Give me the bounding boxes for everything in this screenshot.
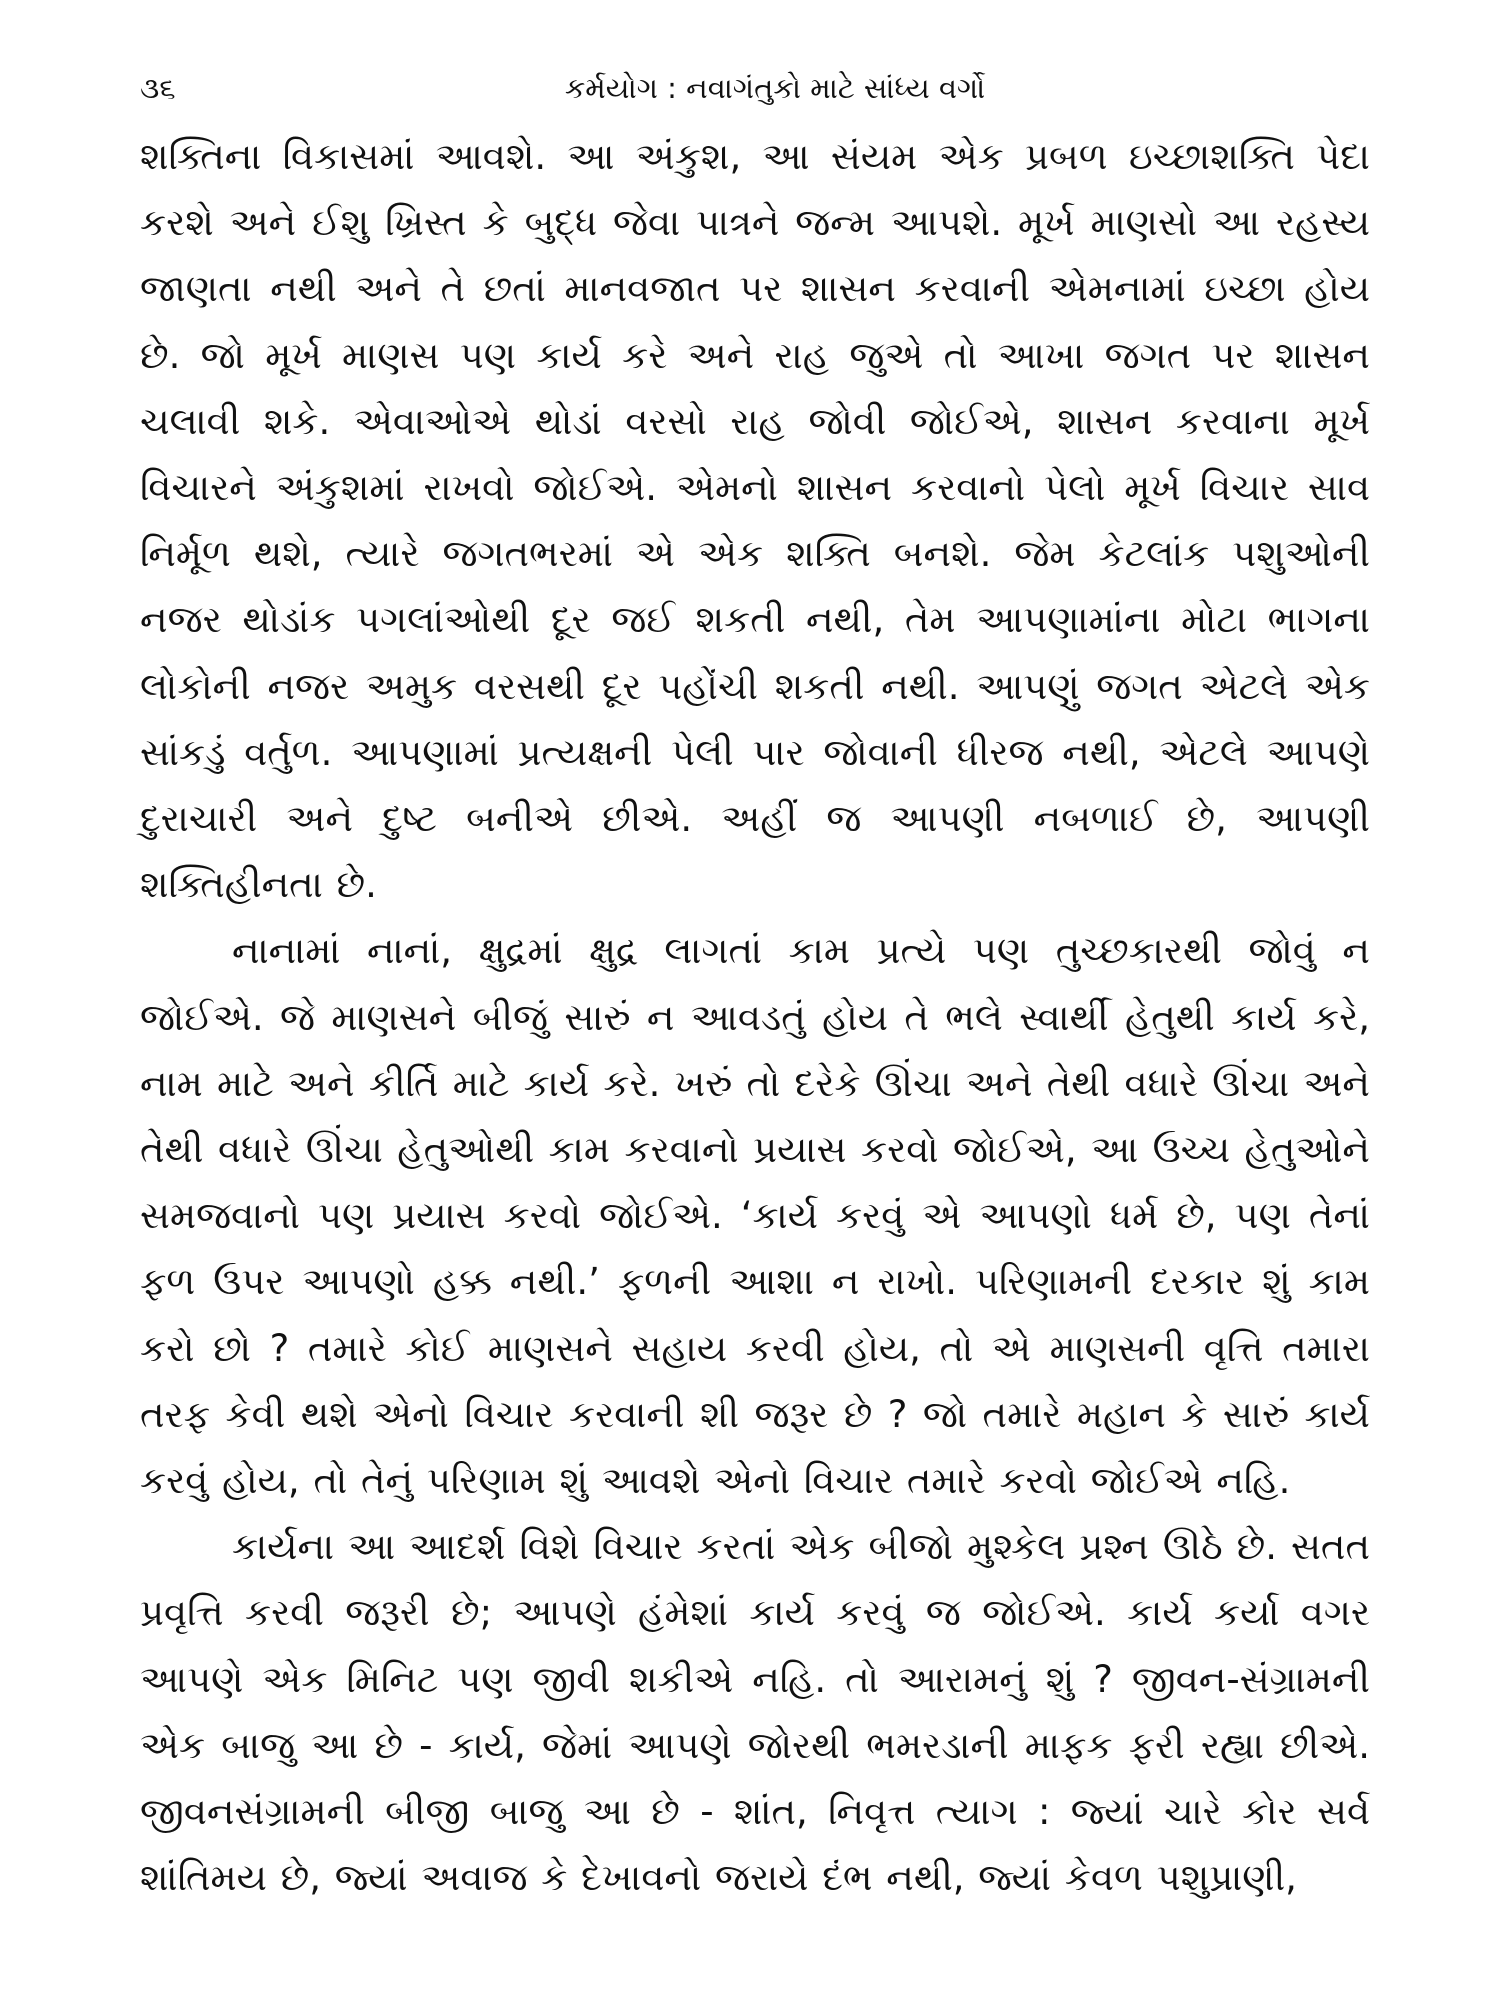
paragraph-3: કાર્યના આ આદર્શ વિશે વિચાર કરતાં એક બીજો મુશ્કેલ પ્રશ્ન ઊઠે છે. સતત પ્રવૃત્તિ કરવી જરૂરી છે; આપણે હંમેશાં કાર્ય કરવું જ જોઈએ. કાર્ય કર્યા વગર આપણે એક મિનિટ પણ જીવી શકીએ નહિ. તો આરામનું શું ? જીવન-સંગ્રામની એક બાજુ આ છે - કાર્ય, જેમાં આપણે જોરથી ભમરડાની માફક ફરી રહ્યા છીએ. જીવનસંગ્રામની બીજી બાજુ આ છે - શાંત, નિવૃત્ત ત્યાગ : જ્યાં ચારે કોર સર્વ શાંતિમય છે, જ્યાં અવાજ કે દેખાવનો જરાયે દંભ નથી, જ્યાં કેવળ પશુપ્રાણી, — [140, 1525, 1370, 1900]
running-title: કર્મયોગ : નવાગંતુકો માટે સાંધ્ય વર્ગો — [564, 71, 986, 105]
page-number: ૩૬ — [140, 71, 176, 105]
paragraph-1: શક્તિના વિકાસમાં આવશે. આ અંકુશ, આ સંયમ એક પ્રબળ ઇચ્છાશક્તિ પેદા કરશે અને ઈશુ ખ્રિસ્ત કે બુદ્ધ જેવા પાત્રને જન્મ આપશે. મૂર્ખ માણસો આ રહસ્ય જાણતા નથી અને તે છતાં માનવજાત પર શાસન કરવાની એમનામાં ઇચ્છા હોય છે. જો મૂર્ખ માણસ પણ કાર્ય કરે અને રાહ જુએ તો આખા જગત પર શાસન ચલાવી શકે. એવાઓએ થોડાં વરસો રાહ જોવી જોઈએ, શાસન કરવાના મૂર્ખ વિચારને અંકુશમાં રાખવો જોઈએ. એમનો શાસન કરવાનો પેલો મૂર્ખ વિચાર સાવ નિર્મૂળ થશે, ત્યારે જગતભરમાં એ એક શક્તિ બનશે. જેમ કેટલાંક પશુઓની નજર થોડાંક પગલાંઓથી દૂર જઈ શકતી નથી, તેમ આપણામાંના મોટા ભાગના લોકોની નજર અમુક વરસથી દૂર પહોંચી શકતી નથી. આપણું જગત એટલે એક સાંકડું વર્તુળ. આપણામાં પ્રત્યક્ષની પેલી પાર જોવાની ધીરજ નથી, એટલે આપણે દુરાચારી અને દુષ્ટ બનીએ છીએ. અહીં જ આપણી નબળાઈ છે, આપણી શક્તિહીનતા છે. — [140, 135, 1370, 907]
page-header — [140, 58, 1370, 118]
body-text — [140, 124, 1370, 1911]
paragraph-2: નાનામાં નાનાં, ક્ષુદ્રમાં ક્ષુદ્ર લાગતાં કામ પ્રત્યે પણ તુચ્છકારથી જોવું ન જોઈએ. જે માણસને બીજું સારું ન આવડતું હોય તે ભલે સ્વાર્થી હેતુથી કાર્ય કરે, નામ માટે અને કીર્તિ માટે કાર્ય કરે. ખરું તો દરેકે ઊંચા અને તેથી વધારે ઊંચા અને તેથી વધારે ઊંચા હેતુઓથી કામ કરવાનો પ્રયાસ કરવો જોઈએ, આ ઉચ્ચ હેતુઓને સમજવાનો પણ પ્રયાસ કરવો જોઈએ. ‘કાર્ય કરવું એ આપણો ધર્મ છે, પણ તેનાં ફળ ઉપર આપણો હક્ક નથી.’ ફળની આશા ન રાખો. પરિણામની દરકાર શું કામ કરો છો ? તમારે કોઈ માણસને સહાય કરવી હોય, તો એ માણસની વૃત્તિ તમારા તરફ કેવી થશે એનો વિચાર કરવાની શી જરૂર છે ? જો તમારે મહાન કે સારું કાર્ય કરવું હોય, તો તેનું પરિણામ શું આવશે એનો વિચાર તમારે કરવો જોઈએ નહિ. — [140, 929, 1370, 1503]
